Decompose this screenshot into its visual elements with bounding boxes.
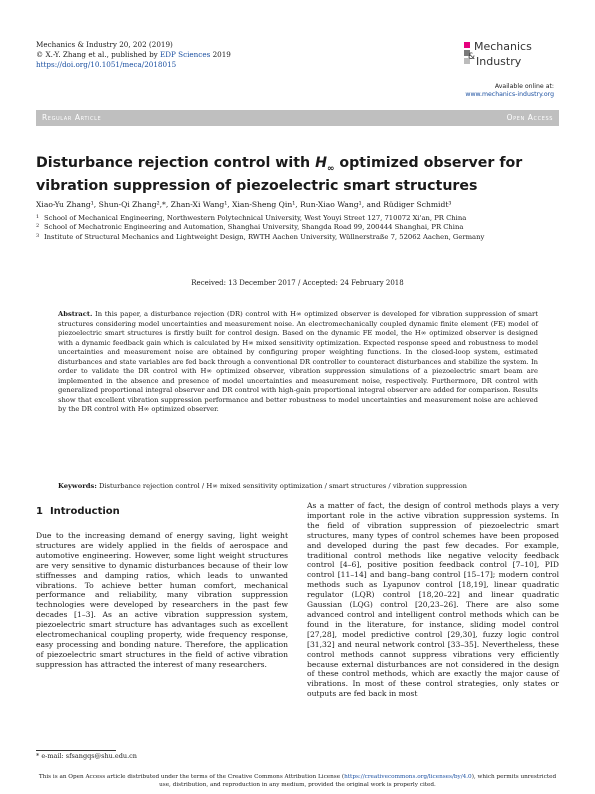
abstract bbox=[58, 310, 538, 415]
license-notice: This is an Open Access article distributed under the terms of the Creative Commons Attribution License (https://creativecommons.org/licenses/by/4.0), which permits unrestricted use, distribution, and reproduction in any medium, provided the original work is properly cited. bbox=[38, 774, 557, 788]
article-title: Disturbance rejection control with $H_\infty$ optimized observer for vibration suppression of piezoelectric smart structures bbox=[36, 155, 523, 194]
received-accepted-dates: Received: 13 December 2017 / Accepted: 24 February 2018 bbox=[191, 279, 404, 287]
affiliations bbox=[36, 214, 559, 242]
affiliation-1: 1 School of Mechanical Engineering, Northwestern Polytechnical University, West Youyi Street 127, 710072 Xi'an, PR China bbox=[36, 214, 467, 222]
publisher-link[interactable]: EDP Sciences bbox=[160, 50, 211, 59]
right-column-text: As a matter of fact, the design of control methods plays a very important role in the active vibration suppression systems. In the field of vibration suppression of piezoelectric smart structures, many types of control schemes have been proposed and developed during the past few decades. For example, traditional control methods like negative velocity feedback control [4–6], positive position feedback control [7–10], PID control [11–14] and bang–bang control [15–17]; modern control methods such as Lyapunov control [18,19], linear quadratic regulator (LQR) control [18,20–22] and linear quadratic Gaussian (LQG) control [20,23–26]. There are also some advanced control and intelligent control methods which can be found in the literature, for instance, sliding model control [27,28], model predictive control [29,30], fuzzy logic control [31,32] and neural network control [33–35]. Nevertheless, these control methods cannot suppress vibrations very efficiently because external disturbances are not considered in the design of these control methods, which are exactly the major cause of vibrations. In most of these control strategies, only states or outputs are fed back in most bbox=[307, 501, 559, 699]
affiliation-2: 2 School of Mechatronic Engineering and Automation, Shanghai University, Shangda Road 99, 200444 Shanghai, PR China bbox=[36, 223, 464, 232]
copyright-line: © X.-Y. Zhang et al., published by EDP Sciences 2019 bbox=[36, 50, 231, 59]
license-link[interactable]: https://creativecommons.org/licenses/by/4.0 bbox=[344, 774, 472, 780]
open-access-label: Open Access bbox=[506, 113, 553, 122]
logo-line1: Mechanics bbox=[474, 40, 532, 53]
journal-meta bbox=[36, 40, 231, 70]
affiliation-3: 3 Institute of Structural Mechanics and Lightweight Design, RWTH Aachen University, Wüllnerstraße 7, 52062 Aachen, Germany bbox=[36, 232, 485, 241]
author-list: Xiao-Yu Zhang¹, Shun-Qi Zhang²,*, Zhan-Xi Wang¹, Xian-Sheng Qin¹, Run-Xiao Wang¹, and Rüdiger Schmidt³ bbox=[36, 200, 452, 209]
section-heading bbox=[36, 506, 120, 517]
online-availability bbox=[430, 83, 554, 99]
footnote-rule bbox=[36, 750, 116, 751]
doi-link[interactable]: https://doi.org/10.1051/meca/2018015 bbox=[36, 60, 177, 69]
section-number: 1 bbox=[36, 506, 43, 517]
section-title: Introduction bbox=[49, 506, 120, 517]
article-type-bar bbox=[36, 110, 559, 126]
available-online-label: Available online at: bbox=[494, 83, 554, 90]
article-type-label: Regular Article bbox=[42, 113, 102, 122]
logo-square-pink bbox=[464, 42, 470, 48]
left-column-text: Due to the increasing demand of energy saving, light weight structures are widely applied in the fields of aerospace and automotive engineering. However, some light weight structures are very sensitive to dynamic disturbances because of their low stiffnesses and damping ratios, which leads to unwanted vibrations. To achieve better human comfort, mechanical performance and reliability, many vibration suppression technologies were developed by researchers in the past few decades [1–3]. As an active vibration suppression system, piezoelectric smart structure has advantages such as excellent electromechanical coupling property, wide frequency response, easy processing and bonding nature. Therefore, the application of piezoelectric smart structures in the field of active vibration suppression has attracted the interest of many researchers. bbox=[36, 531, 288, 669]
corresponding-email: * e-mail: sfsangqs@shu.edu.cn bbox=[36, 752, 137, 760]
abstract-text: In this paper, a disturbance rejection (DR) control with H∞ optimized observer is developed for vibration suppression of smart structures considering model uncertainties and measurement noise. An electromechanically coupled dynamic finite element (FE) model of piezoelectric smart structures is firstly built for control design. Based on the dynamic FE model, the H∞ optimized observer is designed with a dynamic feedback gain which is calculated by H∞ mixed sensitivity optimization. Expected response speed and robustness to model uncertainties and measurement noise are obtained by configuring proper weighting functions. In the closed-loop system, estimated disturbances and state variables are fed back through a conventional DR controller to counteract disturbances and stabilize the system. In order to validate the DR control with H∞ optimized observer, vibration suppression simulations of a piezoelectric smart beam are implemented in the absence and presence of model uncertainties and measurement noise, respectively. Furthermore, DR control with generalized proportional integral observer and DR control with high-gain proportional integral observer are added for comparison. Results show that excellent vibration suppression performance and better robustness to model uncertainties and measurement noise are achieved by the DR control with H∞ optimized observer. bbox=[58, 310, 538, 413]
keywords bbox=[58, 482, 538, 492]
journal-citation: Mechanics & Industry 20, 202 (2019) bbox=[36, 40, 173, 49]
keywords-label: Keywords: bbox=[58, 482, 97, 490]
keywords-text: Disturbance rejection control / H∞ mixed sensitivity optimization / smart structures / vibration suppression bbox=[96, 482, 467, 490]
logo-amp: & bbox=[468, 52, 476, 62]
journal-logo bbox=[462, 40, 562, 80]
abstract-label: Abstract. bbox=[58, 310, 93, 318]
website-link[interactable]: www.mechanics-industry.org bbox=[465, 91, 554, 98]
logo-line2: Industry bbox=[476, 55, 522, 68]
